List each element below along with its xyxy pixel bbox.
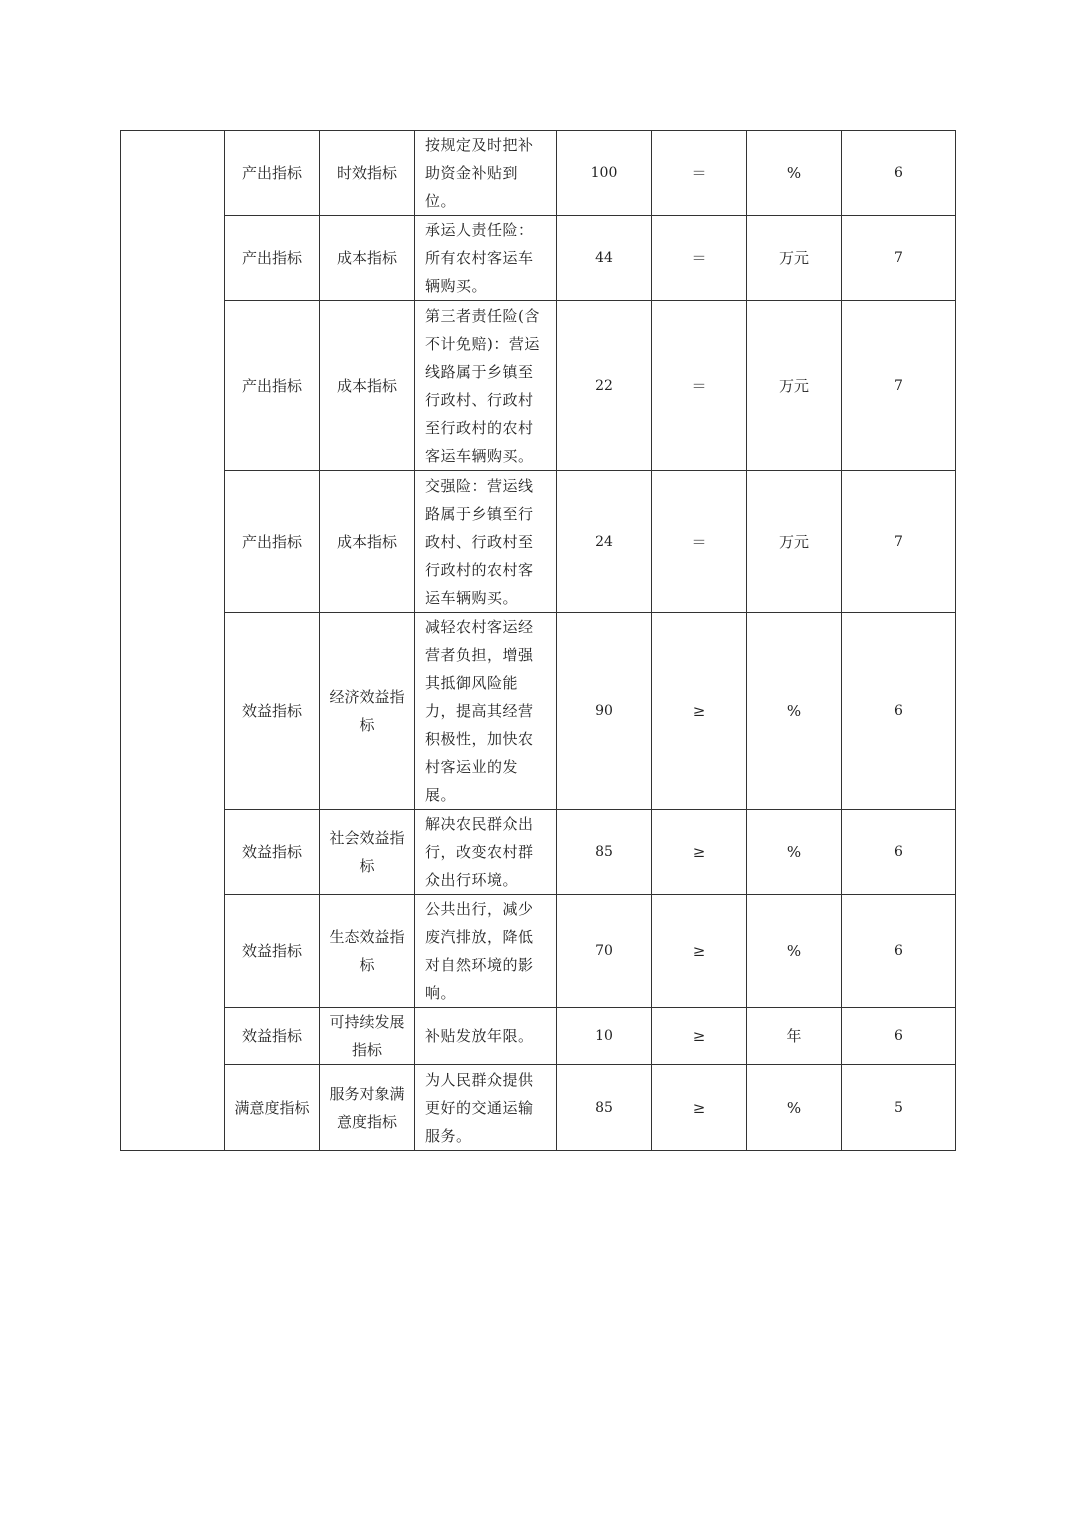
- operator-cell: ≥: [652, 895, 747, 1008]
- target-value-cell: 44: [557, 216, 652, 301]
- level2-indicator-cell: 服务对象满意度指标: [320, 1065, 415, 1151]
- unit-cell: 年: [747, 1008, 842, 1065]
- indicator-description-cell: 为人民群众提供更好的交通运输服务。: [415, 1065, 557, 1151]
- unit-cell: 万元: [747, 301, 842, 471]
- score-cell: 7: [842, 471, 956, 613]
- score-cell: 7: [842, 216, 956, 301]
- level2-indicator-cell: 成本指标: [320, 216, 415, 301]
- level1-indicator-cell: 产出指标: [225, 131, 320, 216]
- performance-indicator-table: [120, 130, 956, 1151]
- score-cell: 6: [842, 1008, 956, 1065]
- indicator-description-cell: 减轻农村客运经营者负担，增强其抵御风险能力，提高其经营积极性，加快农村客运业的发展。: [415, 613, 557, 810]
- level2-indicator-cell: 成本指标: [320, 471, 415, 613]
- indicator-description-cell: 第三者责任险(含不计免赔)：营运线路属于乡镇至行政村、行政村至行政村的农村客运车辆购买。: [415, 301, 557, 471]
- target-value-cell: 24: [557, 471, 652, 613]
- unit-cell: %: [747, 1065, 842, 1151]
- unit-cell: %: [747, 131, 842, 216]
- operator-cell: ＝: [652, 301, 747, 471]
- level1-indicator-cell: 产出指标: [225, 301, 320, 471]
- level1-indicator-cell: 满意度指标: [225, 1065, 320, 1151]
- target-value-cell: 85: [557, 810, 652, 895]
- operator-cell: ＝: [652, 131, 747, 216]
- indicator-description-cell: 承运人责任险：所有农村客运车辆购买。: [415, 216, 557, 301]
- table-row: [121, 895, 956, 1008]
- operator-cell: ＝: [652, 471, 747, 613]
- unit-cell: %: [747, 810, 842, 895]
- indicator-description-cell: 按规定及时把补助资金补贴到位。: [415, 131, 557, 216]
- level1-indicator-cell: 产出指标: [225, 216, 320, 301]
- operator-cell: ≥: [652, 1008, 747, 1065]
- operator-cell: ≥: [652, 810, 747, 895]
- table-row: [121, 613, 956, 810]
- score-cell: 7: [842, 301, 956, 471]
- table-row: [121, 810, 956, 895]
- unit-cell: 万元: [747, 471, 842, 613]
- level2-indicator-cell: 生态效益指标: [320, 895, 415, 1008]
- score-cell: 6: [842, 613, 956, 810]
- operator-cell: ≥: [652, 1065, 747, 1151]
- indicator-description-cell: 交强险：营运线路属于乡镇至行政村、行政村至行政村的农村客运车辆购买。: [415, 471, 557, 613]
- level1-indicator-cell: 效益指标: [225, 613, 320, 810]
- level1-indicator-cell: 效益指标: [225, 1008, 320, 1065]
- score-cell: 6: [842, 895, 956, 1008]
- merged-blank-cell: [121, 131, 225, 1151]
- indicator-description-cell: 补贴发放年限。: [415, 1008, 557, 1065]
- unit-cell: %: [747, 613, 842, 810]
- score-cell: 6: [842, 131, 956, 216]
- level2-indicator-cell: 可持续发展指标: [320, 1008, 415, 1065]
- operator-cell: ＝: [652, 216, 747, 301]
- target-value-cell: 100: [557, 131, 652, 216]
- level1-indicator-cell: 效益指标: [225, 810, 320, 895]
- target-value-cell: 70: [557, 895, 652, 1008]
- indicator-description-cell: 解决农民群众出行，改变农村群众出行环境。: [415, 810, 557, 895]
- unit-cell: %: [747, 895, 842, 1008]
- target-value-cell: 10: [557, 1008, 652, 1065]
- table-row: [121, 1008, 956, 1065]
- table-row: [121, 216, 956, 301]
- level1-indicator-cell: 产出指标: [225, 471, 320, 613]
- table-row: [121, 301, 956, 471]
- level2-indicator-cell: 经济效益指标: [320, 613, 415, 810]
- target-value-cell: 90: [557, 613, 652, 810]
- unit-cell: 万元: [747, 216, 842, 301]
- target-value-cell: 22: [557, 301, 652, 471]
- score-cell: 6: [842, 810, 956, 895]
- target-value-cell: 85: [557, 1065, 652, 1151]
- level2-indicator-cell: 成本指标: [320, 301, 415, 471]
- table-row: [121, 131, 956, 216]
- level2-indicator-cell: 社会效益指标: [320, 810, 415, 895]
- score-cell: 5: [842, 1065, 956, 1151]
- level2-indicator-cell: 时效指标: [320, 131, 415, 216]
- table-row: [121, 1065, 956, 1151]
- table-row: [121, 471, 956, 613]
- indicator-description-cell: 公共出行，减少废汽排放，降低对自然环境的影响。: [415, 895, 557, 1008]
- operator-cell: ≥: [652, 613, 747, 810]
- level1-indicator-cell: 效益指标: [225, 895, 320, 1008]
